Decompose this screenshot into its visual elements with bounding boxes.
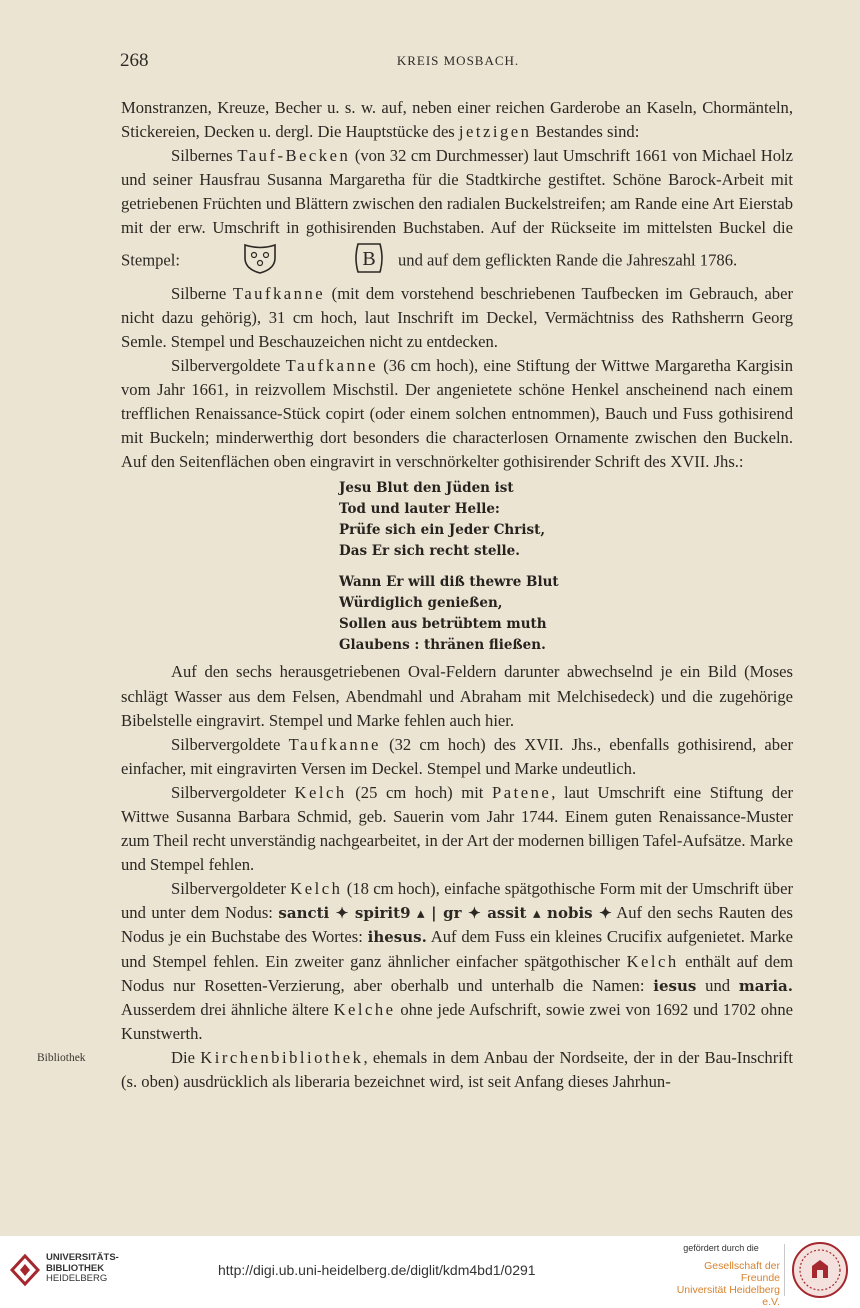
page-number: 268 (120, 50, 149, 71)
verse-line: Sollen aus betrübtem muth (339, 616, 547, 633)
inscription-verse (339, 478, 793, 656)
paragraph-intro: Monstranzen, Kreuze, Becher u. s. w. auf, neben einer reichen Garderobe an Kaseln, Chormänteln, Stickereien, Decken u. dergl. Die Hauptstücke des jetzigen Bestandes sind: (121, 98, 793, 142)
verse-line: Prüfe sich ein Jeder Christ, (339, 522, 546, 539)
paragraph-kelch-1: Silbervergoldeter Kelch (25 cm hoch) mit Patene, laut Umschrift eine Stiftung der Wittwe Susanna Barbara Schmid, geb. Sauerin vom Jahr 1744. Einem guten Renaissance-Muster zum Theil recht unverständig nachgearbeitet, in der Art der modernen billigen Tafel-Aufsätze. Marke und Stempel fehlen. (121, 782, 793, 875)
letter-b-stamp-icon (300, 241, 388, 282)
paragraph-bibliothek: Die Kirchenbibliothek, ehemals in dem Anbau der Nordseite, der in der Bau-Inschrift (s. oben) ausdrücklich als liberaria bezeichnet wird, ist seit Anfang dieses Jahrhun- (121, 1047, 794, 1091)
verse-line: Das Er sich recht stelle. (339, 543, 520, 560)
verse-line: Würdiglich genießen, (339, 595, 503, 612)
verse-line: Wann Er will diß thewre Blut (339, 574, 559, 591)
paragraph-taufbecken: Silbernes Tauf-Becken (von 32 cm Durchmesser) laut Umschrift 1661 von Michael Holz und seiner Hausfrau Susanna Margaretha für die Stadtkirche gestiftet. Schöne Barock-Arbeit mit getriebenen Früchten und Blättern zwischen den radialen Buckelstreifen; am Rande eine Art Eierstab mit der erw. Umschrift in gothisirenden Buchstaben. Auf der Rückseite im mittelsten Buckel die Stempel: B und auf dem geflickten Rande die Jahreszahl 1786. (121, 144, 793, 281)
paragraph-taufkanne-2: Silbervergoldete Taufkanne (36 cm hoch), eine Stiftung der Wittwe Margaretha Kargisin vom Jahr 1661, in reizvollem Mischstil. Der angenietete schöne Henkel anscheinend nach einem trefflichen Renaissance-Stück copirt (oder einem solchen entnommen), Bauch und Fuss gothisirend mit Buckeln; minderwerthig dort besonders die characterlosen Ornamente zwischen den Buckeln. Auf den Seitenflächen oben eingravirt in verschnörkelter gothisirender Schrift des XVII. Jhs.: (121, 355, 794, 472)
sponsor-label: gefördert durch die (683, 1243, 759, 1253)
running-title: KREIS MOSBACH. (396, 53, 520, 68)
paragraph-oval-fields: Auf den sechs herausgetriebenen Oval-Feldern darunter abwechselnd je ein Bild (Moses schlägt Wasser aus dem Felsen, Abendmahl und Abraham mit Melchisedeck) und die zugehörige Bibelstelle eingravirt. Stempel und Marke fehlen auch hier. (121, 662, 793, 730)
body-text (121, 96, 793, 1094)
margin-note: Bibliothek (37, 1052, 86, 1064)
university-library-name: UNIVERSITÄTS- BIBLIOTHEK HEIDELBERG (46, 1252, 119, 1284)
sponsor-name[interactable]: Gesellschaft der Freunde Universität Heidelberg e.V. (676, 1260, 780, 1308)
paragraph-taufkanne-3: Silbervergoldete Taufkanne (32 cm hoch) des XVII. Jhs., ebenfalls gothisirend, aber einfacher, mit eingravirten Versen im Deckel. Stempel und Marke undeutlich. (121, 734, 793, 778)
svg-text:B: B (362, 247, 376, 270)
footer-divider (784, 1244, 785, 1296)
university-seal-icon (790, 1240, 850, 1304)
paragraph-kelch-2: Silbervergoldeter Kelch (18 cm hoch), einfache spätgothische Form mit der Umschrift über und unter dem Nodus: sancti ✦ spirit9 ▴ | gr ✦ assit ▴ nobis ✦ Auf den sechs Rauten des Nodus je ein Buchstabe des Wortes: ihesus. Auf dem Fuss ein kleines Crucifix aufgenietet. Marke und Stempel fehlen. Ein zweiter ganz ähnlicher einfacher spätgothischer Kelch enthält auf dem Nodus nur Rosetten-Verzierung, aber oberhalb und unterhalb die Namen: iesus und maria. Ausserdem drei ähnliche ältere Kelche ohne jede Aufschrift, sowie zwei von 1692 und 1702 ohne Kunstwerth. (121, 879, 794, 1043)
paragraph-taufkanne-1: Silberne Taufkanne (mit dem vorstehend beschriebenen Taufbecken im Gebrauch, aber nicht dazu gehörig), 31 cm hoch, laut Inschrift im Deckel, Vermächtniss des Rathsherrn Georg Semle. Stempel und Beschauzeichen nicht zu entdecken. (121, 283, 793, 351)
verse-line: Glaubens : thränen fließen. (339, 637, 546, 654)
verse-line: Tod und lauter Helle: (339, 501, 500, 518)
shield-stamp-icon (190, 241, 280, 282)
university-library-logo-icon[interactable] (8, 1250, 42, 1294)
running-header (120, 50, 796, 74)
verse-line: Jesu Blut den Jüden ist (339, 480, 514, 497)
permalink-url[interactable]: http://digi.ub.uni-heidelberg.de/diglit/kdm4bd1/0291 (218, 1262, 536, 1278)
footer-bar (0, 1236, 860, 1308)
